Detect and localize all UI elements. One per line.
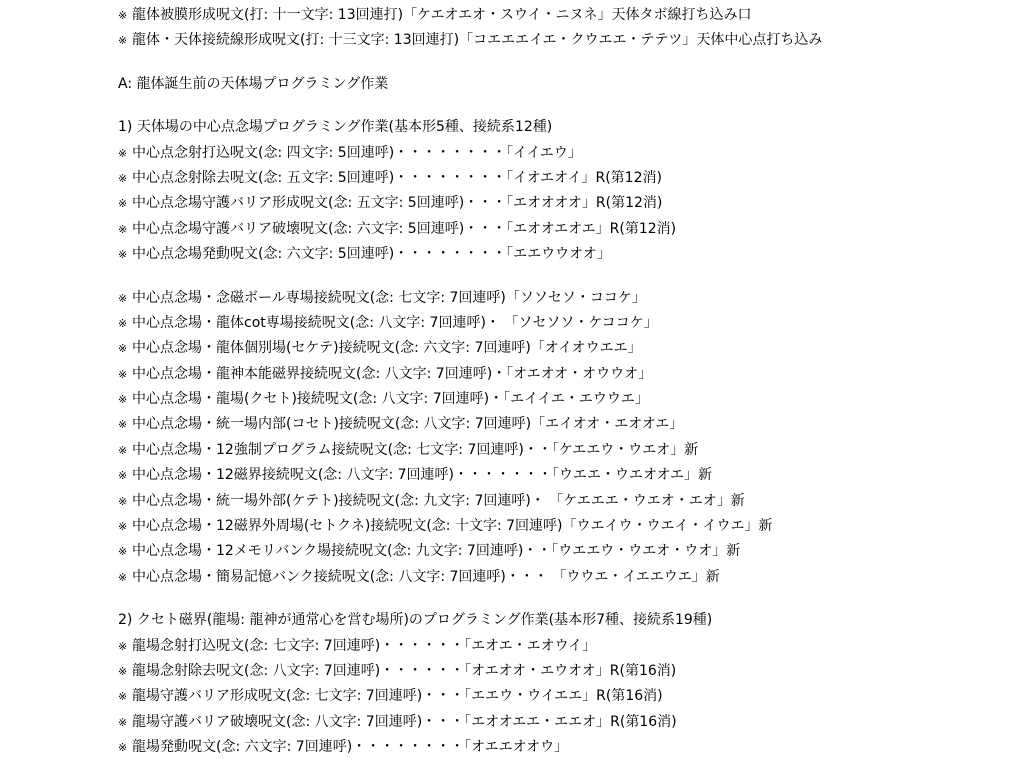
bullet-mark: ※ xyxy=(118,222,128,236)
list-item: ※ 中心点念場・12強制プログラム接続呪文(念: 七文字: 7回連呼)・・「ケエエウ・ウエオ」新 xyxy=(118,438,1018,463)
bullet-mark: ※ xyxy=(118,664,128,678)
bullet-mark: ※ xyxy=(118,367,128,381)
bullet-mark: ※ xyxy=(118,197,128,211)
list-item: ※ 中心点念場・龍体個別場(セケテ)接続呪文(念: 六文字: 7回連呼)「オイオウエエ」 xyxy=(118,336,1018,361)
bullet-mark: ※ xyxy=(118,520,128,534)
document-body xyxy=(118,3,1018,761)
list-item: ※ 中心点念場・念磁ボール専場接続呪文(念: 七文字: 7回連呼)「ソソセソ・ココケ」 xyxy=(118,286,1018,311)
list-item: ※ 龍場守護バリア破壊呪文(念: 八文字: 7回連呼)・・・「エオオエエ・エエオ」R(第16消) xyxy=(118,710,1018,735)
bullet-mark: ※ xyxy=(118,316,128,330)
bullet-mark: ※ xyxy=(118,171,128,185)
bullet-mark: ※ xyxy=(118,494,128,508)
bullet-mark: ※ xyxy=(118,715,128,729)
bullet-mark: ※ xyxy=(118,469,128,483)
list-item: ※ 中心点念場・龍体cot専場接続呪文(念: 八文字: 7回連呼)・ 「ソセソソ・ケココケ」 xyxy=(118,311,1018,336)
list-item: ※ 中心点念射除去呪文(念: 五文字: 5回連呼)・・・・・・・・「イオエオイ」R(第12消) xyxy=(118,166,1018,191)
bullet-mark: ※ xyxy=(118,570,128,584)
list-item: ※ 中心点念場・統一場内部(コセト)接続呪文(念: 八文字: 7回連呼)「エイオオ・エオオエ」 xyxy=(118,412,1018,437)
bullet-mark: ※ xyxy=(118,545,128,559)
list-item: ※ 龍場発動呪文(念: 六文字: 7回連呼)・・・・・・・・「オエエオオウ」 xyxy=(118,735,1018,760)
list-item: ※ 中心点念場・簡易記憶バンク接続呪文(念: 八文字: 7回連呼)・・・ 「ウウエ・イエエウエ」新 xyxy=(118,565,1018,590)
list-item: ※ 中心点念場・12メモリバンク場接続呪文(念: 九文字: 7回連呼)・・「ウエエウ・ウエオ・ウオ」新 xyxy=(118,539,1018,564)
spacer xyxy=(118,54,1018,72)
list-item: ※ 龍場念射打込呪文(念: 七文字: 7回連呼)・・・・・・「エオエ・エオウイ」 xyxy=(118,634,1018,659)
subsection-1-heading: 1) 天体場の中心点念場プログラミング作業(基本形5種、接続系12種) xyxy=(118,119,553,136)
bullet-mark: ※ xyxy=(118,9,128,22)
list-item: ※ 中心点念場・龍場(クセト)接続呪文(念: 八文字: 7回連呼)・「エイイエ・エウウエ」 xyxy=(118,387,1018,412)
intro-line: ※ 龍体・天体接続線形成呪文(打: 十三文字: 13回連打)「コエエエイエ・クウエエ・テテツ」天体中心点打ち込み xyxy=(118,28,1018,53)
list-item: ※ 中心点念場守護バリア形成呪文(念: 五文字: 5回連呼)・・・「エオオオオ」R(第12消) xyxy=(118,191,1018,216)
list-item: ※ 中心点念場・統一場外部(ケテト)接続呪文(念: 九文字: 7回連呼)・ 「ケエエエ・ウエオ・エオ」新 xyxy=(118,489,1018,514)
list-item: ※ 中心点念場守護バリア破壊呪文(念: 六文字: 5回連呼)・・・「エオオエオエ」R(第12消) xyxy=(118,217,1018,242)
bullet-mark: ※ xyxy=(118,443,128,457)
list-item: ※ 龍場念射除去呪文(念: 八文字: 7回連呼)・・・・・・「オエオオ・エウオオ」R(第16消) xyxy=(118,659,1018,684)
list-item: ※ 中心点念場・龍神本能磁界接続呪文(念: 八文字: 7回連呼)・「オエオオ・オウウオ」 xyxy=(118,362,1018,387)
bullet-mark: ※ xyxy=(118,639,128,653)
list-item: ※ 中心点念場・12磁界接続呪文(念: 八文字: 7回連呼)・・・・・・・「ウエエ・ウエオオエ」新 xyxy=(118,463,1018,488)
bullet-mark: ※ xyxy=(118,690,128,704)
spacer xyxy=(118,97,1018,115)
intro-line: ※ 龍体被膜形成呪文(打: 十一文字: 13回連打)「ケエオエオ・スウイ・ニヌネ」天体タボ線打ち込み口 xyxy=(118,3,1018,28)
bullet-mark: ※ xyxy=(118,248,128,262)
bullet-mark: ※ xyxy=(118,146,128,160)
list-item: ※ 中心点念場発動呪文(念: 六文字: 5回連呼)・・・・・・・・「エエウウオオ」 xyxy=(118,242,1018,267)
subsection-2-heading: 2) クセト磁界(龍場: 龍神が通常心を営む場所)のプログラミング作業(基本形7種、接続系19種) xyxy=(118,612,713,629)
spacer xyxy=(118,268,1018,286)
section-a-heading: A: 龍体誕生前の天体場プログラミング作業 xyxy=(118,75,389,92)
bullet-mark: ※ xyxy=(118,34,128,48)
list-item: ※ 龍場守護バリア形成呪文(念: 七文字: 7回連呼)・・・「エエウ・ウイエエ」R(第16消) xyxy=(118,684,1018,709)
bullet-mark: ※ xyxy=(118,741,128,755)
list-item: ※ 中心点念場・12磁界外周場(セトクネ)接続呪文(念: 十文字: 7回連呼)「ウエイウ・ウエイ・イウエ」新 xyxy=(118,514,1018,539)
bullet-mark: ※ xyxy=(118,342,128,356)
bullet-mark: ※ xyxy=(118,393,128,407)
bullet-mark: ※ xyxy=(118,418,128,432)
spacer xyxy=(118,590,1018,608)
bullet-mark: ※ xyxy=(118,291,128,305)
list-item: ※ 中心点念射打込呪文(念: 四文字: 5回連呼)・・・・・・・・「イイエウ」 xyxy=(118,141,1018,166)
